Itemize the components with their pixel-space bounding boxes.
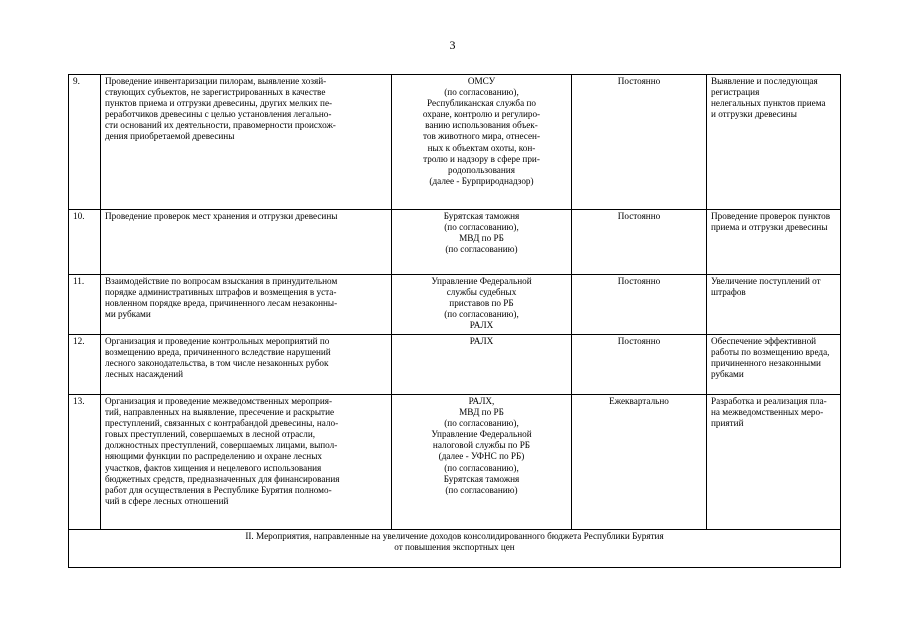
description-line: Организация и проведение контрольных мероприятий по bbox=[105, 336, 330, 346]
executor-line: МВД по РБ bbox=[459, 233, 504, 244]
description-line: порядке административных штрафов и возмещения в уста- bbox=[105, 287, 337, 298]
responsible-executors bbox=[392, 275, 572, 335]
measure-description bbox=[101, 75, 392, 210]
description-line: говых преступлений, совершаемых в лесной отрасли, bbox=[105, 429, 316, 440]
result-line: Увеличение поступлений от bbox=[711, 276, 821, 286]
description-line: лесных насаждений bbox=[105, 369, 184, 380]
executor-line: РАЛХ, bbox=[468, 396, 495, 406]
expected-result bbox=[707, 210, 841, 275]
description-line: тий, направленных на выявление, пресечение и раскрытие bbox=[105, 407, 335, 418]
row-number: 10. bbox=[69, 210, 101, 275]
executor-line: (далее - УФНС по РБ) bbox=[438, 451, 525, 462]
row-number: 12. bbox=[69, 335, 101, 395]
executor-line: тов животного мира, отнесен- bbox=[422, 131, 541, 142]
result-line: нелегальных пунктов приема bbox=[711, 98, 826, 109]
executor-line: (далее - Бурприроднадзор) bbox=[429, 175, 534, 186]
page-number: 3 bbox=[449, 38, 456, 52]
responsible-executors bbox=[392, 335, 572, 395]
result-line: регистрация bbox=[711, 87, 760, 98]
description-line: новленном порядке вреда, причиненного лесам незаконны- bbox=[105, 298, 338, 309]
section-heading-line: II. Мероприятия, направленные на увеличение доходов консолидированного бюджета Республики Бурятия bbox=[245, 531, 664, 541]
executor-line: ных к объектам охоты, кон- bbox=[427, 142, 536, 153]
execution-term: Постоянно bbox=[572, 275, 707, 335]
executor-line: РАЛХ bbox=[469, 320, 494, 331]
result-line: работы по возмещению вреда, bbox=[711, 347, 830, 358]
description-line: сти оснований их деятельности, правомерности происхож- bbox=[105, 120, 336, 131]
executor-line: приставов по РБ bbox=[449, 298, 514, 309]
table-row bbox=[69, 275, 841, 335]
measures-table-body bbox=[69, 75, 841, 568]
description-line: Взаимодействие по вопросам взыскания в принудительном bbox=[105, 276, 338, 286]
result-line: Разработка и реализация пла- bbox=[711, 396, 827, 406]
expected-result bbox=[707, 335, 841, 395]
executor-line: ОМСУ bbox=[467, 76, 496, 86]
description-line: ми рубками bbox=[105, 309, 151, 320]
executor-line: (по согласованию), bbox=[444, 87, 519, 98]
executor-line: (по согласованию) bbox=[445, 244, 518, 255]
description-line: ствующих субъектов, не зарегистрированных в качестве bbox=[105, 87, 326, 98]
result-line: приема и отгрузки древесины bbox=[711, 222, 828, 233]
description-line: Организация и проведение межведомственных мероприя- bbox=[105, 396, 333, 406]
result-line: штрафов bbox=[711, 287, 746, 298]
executor-line: Управление Федеральной bbox=[431, 429, 532, 440]
row-number: 11. bbox=[69, 275, 101, 335]
expected-result bbox=[707, 275, 841, 335]
responsible-executors bbox=[392, 395, 572, 530]
description-line: Проведение инвентаризации пилорам, выявление хозяй- bbox=[105, 76, 327, 86]
table-row bbox=[69, 210, 841, 275]
executor-line: Республиканская служба по bbox=[427, 98, 536, 109]
description-line: реработчиков древесины с целью установления легально- bbox=[105, 109, 332, 120]
table-row bbox=[69, 395, 841, 530]
description-line: возмещению вреда, причиненного вследствие нарушений bbox=[105, 347, 331, 358]
row-number: 9. bbox=[69, 75, 101, 210]
executor-line: службы судебных bbox=[446, 287, 517, 298]
execution-term: Ежеквартально bbox=[572, 395, 707, 530]
expected-result bbox=[707, 395, 841, 530]
measure-description bbox=[101, 210, 392, 275]
description-line: лесного законодательства, в том числе незаконных рубок bbox=[105, 358, 329, 369]
executor-line: РАЛХ bbox=[469, 336, 494, 346]
responsible-executors bbox=[392, 210, 572, 275]
description-line: участков, фактов хищения и нецелевого использования bbox=[105, 462, 322, 473]
execution-term: Постоянно bbox=[572, 75, 707, 210]
description-line: дения приобретаемой древесины bbox=[105, 131, 235, 142]
description-line: должностных преступлений, совершаемых лицами, выпол- bbox=[105, 440, 338, 451]
section-heading-row bbox=[69, 530, 841, 568]
result-line: Проведение проверок пунктов bbox=[711, 211, 831, 221]
executor-line: охране, контролю и регулиро- bbox=[422, 109, 541, 120]
description-line: чий в сфере лесных отношений bbox=[105, 495, 229, 506]
executor-line: (по согласованию), bbox=[444, 418, 519, 429]
measure-description bbox=[101, 275, 392, 335]
description-line: няющими функции по распределению и охране лесных bbox=[105, 451, 322, 462]
description-line: Проведение проверок мест хранения и отгрузки древесины bbox=[105, 211, 338, 221]
result-line: приятий bbox=[711, 418, 744, 429]
executor-line: (по согласованию) bbox=[445, 484, 518, 495]
table-row bbox=[69, 75, 841, 210]
row-number: 13. bbox=[69, 395, 101, 530]
result-line: рубками bbox=[711, 369, 744, 380]
executor-line: Бурятская таможня bbox=[443, 473, 520, 484]
result-line: причиненного незаконными bbox=[711, 358, 821, 369]
executor-line: тролю и надзору в сфере при- bbox=[423, 153, 540, 164]
executor-line: родопользования bbox=[448, 164, 515, 175]
description-line: бюджетных средств, предназначенных для финансирования bbox=[105, 473, 340, 484]
executor-line: ванию использования объек- bbox=[425, 120, 538, 131]
section-heading-line: от повышения экспортных цен bbox=[394, 542, 515, 553]
executor-line: налоговой службы по РБ bbox=[432, 440, 531, 451]
executor-line: МВД по РБ bbox=[459, 407, 504, 418]
description-line: работ для осуществления в Республике Бурятия полномо- bbox=[105, 484, 332, 495]
description-line: пунктов приема и отгрузки древесины, других мелких пе- bbox=[105, 98, 333, 109]
responsible-executors bbox=[392, 75, 572, 210]
expected-result bbox=[707, 75, 841, 210]
measures-table bbox=[68, 74, 841, 568]
executor-line: Бурятская таможня bbox=[443, 211, 520, 221]
measure-description bbox=[101, 335, 392, 395]
result-line: и отгрузки древесины bbox=[711, 109, 797, 120]
executor-line: (по согласованию), bbox=[444, 309, 519, 320]
executor-line: Управление Федеральной bbox=[431, 276, 532, 286]
description-line: преступлений, связанных с контрабандой древесины, нало- bbox=[105, 418, 339, 429]
measure-description bbox=[101, 395, 392, 530]
table-row bbox=[69, 335, 841, 395]
result-line: на межведомственных меро- bbox=[711, 407, 824, 418]
section-heading bbox=[69, 530, 841, 568]
result-line: Выявление и последующая bbox=[711, 76, 818, 86]
result-line: Обеспечение эффективной bbox=[711, 336, 817, 346]
execution-term: Постоянно bbox=[572, 210, 707, 275]
executor-line: (по согласованию), bbox=[444, 462, 519, 473]
execution-term: Постоянно bbox=[572, 335, 707, 395]
executor-line: (по согласованию), bbox=[444, 222, 519, 233]
